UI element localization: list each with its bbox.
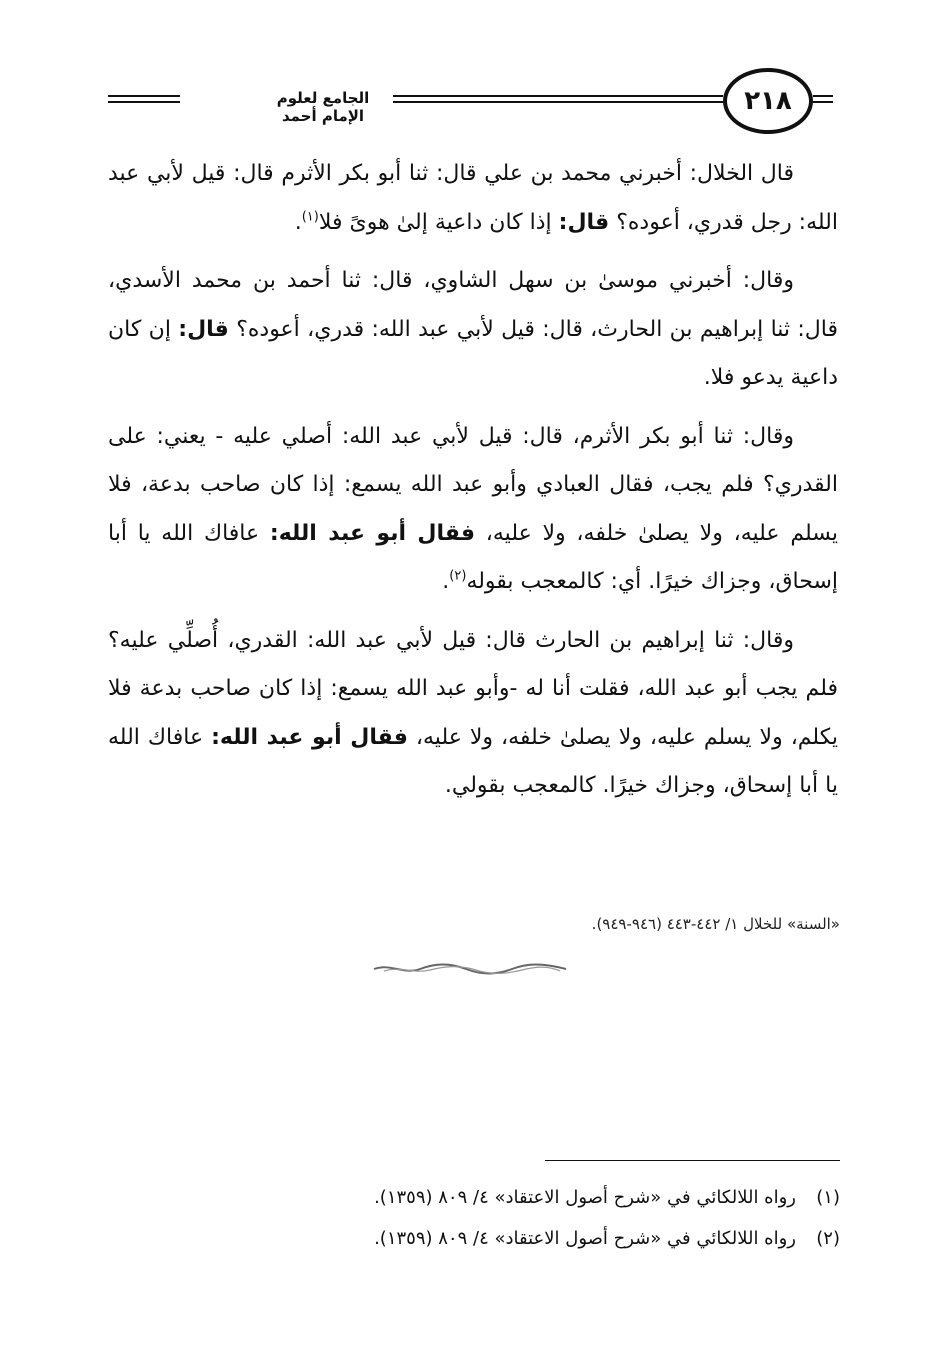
- paragraph-text: وقال: أخبرني موسىٰ بن سهل الشاوي، قال: ثنا أحمد بن محمد الأسدي، قال: ثنا إبراهيم بن الحارث، قال: قيل لأبي عبد الله: قدري، أعوده؟: [108, 268, 838, 342]
- footnote-text: رواه اللالكائي في «شرح أصول الاعتقاد» ٤/ ٨٠٩ (١٣٥٩).: [374, 1187, 796, 1208]
- header-rule-end-1: [813, 95, 833, 97]
- paragraph-text: عافاك الله يا أبا إسحاق، وجزاك خيرًا. أي: كالمعجب بقوله: [108, 520, 838, 594]
- footnote-1: [120, 1177, 840, 1218]
- section-divider-ornament: [370, 962, 570, 976]
- header-rule-left-2: [108, 101, 180, 103]
- running-title: الجامع لعلوم الإمام أحمد: [258, 89, 388, 125]
- footnote-separator: [545, 1160, 840, 1161]
- paragraph-text: إن كان داعية يدعو فلا.: [108, 316, 838, 390]
- paragraph-text: قال الخلال: أخبرني محمد بن علي قال: ثنا أبو بكر الأثرم قال: قيل لأبي عبد الله: رجل قدري، أعوده؟: [108, 161, 838, 235]
- paragraph-text: عافاك الله يا أبا إسحاق، وجزاك خيرًا. كالمعجب بقولي.: [108, 724, 838, 798]
- paragraph-3: [108, 413, 838, 607]
- bold-phrase: فقال أبو عبد الله:: [211, 724, 408, 750]
- footnote-number: (١): [816, 1187, 840, 1208]
- main-text: [108, 150, 838, 821]
- footnote-ref: (١): [301, 209, 319, 225]
- page-number-oval: [723, 68, 813, 134]
- paragraph-4: [108, 617, 838, 811]
- paragraph-1: [108, 150, 838, 247]
- paragraph-2: [108, 257, 838, 403]
- bold-phrase: قال:: [558, 209, 610, 235]
- header-rule-right-1: [393, 95, 723, 97]
- header-rule-left-1: [108, 95, 180, 97]
- footnote-text: رواه اللالكائي في «شرح أصول الاعتقاد» ٤/ ٨٠٩ (١٣٥٩).: [374, 1228, 796, 1249]
- bold-phrase: قال:: [178, 316, 229, 342]
- footnote-ref: (٢): [449, 568, 467, 584]
- paragraph-end: .: [294, 209, 302, 235]
- paragraph-text: وقال: ثنا أبو بكر الأثرم، قال: قيل لأبي عبد الله: أصلي عليه - يعني: على القدري؟ فلم يجب، فقال العبادي وأبو عبد الله يسمع: إذا كان صاحب بدعة، فلا يسلم عليه، ولا يصلىٰ خلفه، ولا عليه،: [108, 423, 838, 546]
- source-citation: «السنة» للخلال ١/ ٤٤٢-٤٤٣ (٩٤٦-٩٤٩).: [591, 915, 840, 933]
- header-rule-end-2: [813, 101, 833, 103]
- page-header: [108, 62, 833, 140]
- footnotes: [120, 1177, 840, 1259]
- paragraph-text: إذا كان داعية إلىٰ هوىً فلا: [318, 209, 552, 235]
- bold-phrase: فقال أبو عبد الله:: [269, 520, 476, 546]
- header-rule-right-2: [393, 101, 723, 103]
- footnote-2: [120, 1218, 840, 1259]
- footnote-number: (٢): [816, 1228, 840, 1249]
- page-number: ٢١٨: [744, 86, 792, 116]
- paragraph-text: وقال: ثنا إبراهيم بن الحارث قال: قيل لأبي عبد الله: القدري، أُصلِّي عليه؟ فلم يجب أبو عبد الله، فقلت أنا له -وأبو عبد الله يسمع: إذا كان صاحب بدعة فلا يكلم، ولا يسلم عليه، ولا يصلىٰ خلفه، ولا عليه،: [108, 627, 838, 750]
- paragraph-end: .: [442, 569, 450, 594]
